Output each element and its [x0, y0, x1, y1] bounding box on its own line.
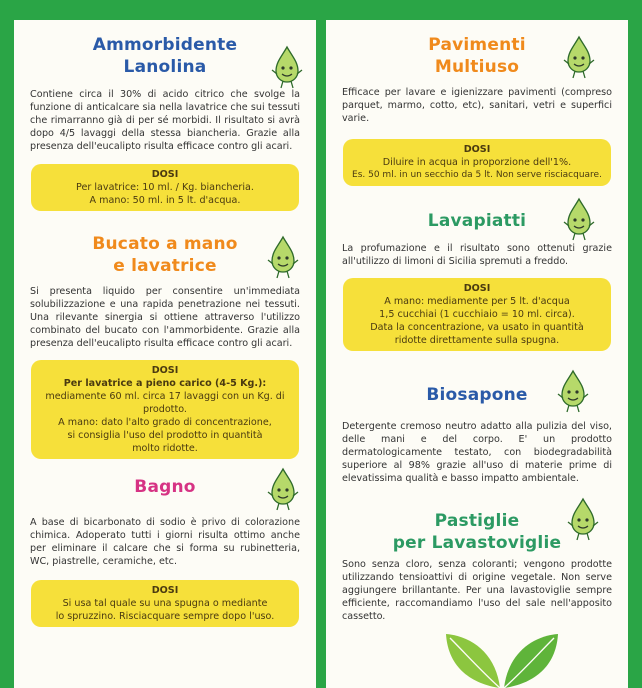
drop-mascot-icon — [566, 496, 600, 542]
drop-mascot-icon — [562, 196, 596, 242]
drop-mascot-icon — [266, 234, 300, 280]
section-text: Sono senza cloro, senza coloranti; vengono prodotte utilizzando tensioattivi di origine vegetale. Non serve aggiungere brillantante. Per una lavastoviglie sempre efficiente, raccomandiamo l'uso del sale nell'apposito cassetto. — [342, 559, 612, 622]
drop-mascot-icon — [266, 466, 300, 512]
section-text: Contiene circa il 30% di acido citrico che svolge la funzione di anticalcare sia nella lavatrice che sui tessuti che rimarranno già di per sé morbidi. Il risultato si avrà dopo 4/5 lavaggi della stessa biancheria. Grazie alla presenza dell'eucalipto risulta efficace contro gli acari. — [30, 89, 300, 152]
drop-mascot-icon — [270, 44, 304, 90]
section-text: Detergente cremoso neutro adatto alla pulizia del viso, delle mani e del corpo. E' un prodotto dermatologicamente testato, con biodegradabilità superiore al 98% grazie all'uso di materie prime di elevatissima qualità e basso impatto ambientale. — [342, 421, 612, 484]
section-text: Si presenta liquido per consentire un'immediata solubilizzazione e una rapida penetrazione nei tessuti. Una rilevante sinergia si ottiene attraverso l'utilizzo combinato del bucato con l'ammorbidente. Grazie alla presenza dell'eucalipto risulta efficace contro gli acari. — [30, 286, 300, 349]
dose-box: DOSI Per lavatrice: 10 ml. / Kg. biancheria. A mano: 50 ml. in 5 lt. d'acqua. — [31, 164, 299, 211]
left-panel — [14, 20, 316, 688]
dose-box: DOSI A mano: mediamente per 5 lt. d'acqua 1,5 cucchiai (1 cucchiaio = 10 ml. circa). Data la concentrazione, va usato in quantità ridotte direttamente sulla spugna. — [343, 278, 611, 351]
section-title: Bagno — [134, 477, 196, 497]
section-title: Lavapiatti — [427, 211, 527, 231]
dose-box: DOSI Diluire in acqua in proporzione dell'1%. Es. 50 ml. in un secchio da 5 lt. Non serve risciacquare. — [343, 139, 611, 186]
leaf-icon — [442, 624, 562, 688]
section-text: A base di bicarbonato di sodio è privo di colorazione chimica. Adoperato tutti i giorni risulta ottimo anche per eliminare il calcare che si forma su rubinetteria, WC, piastrelle, ceramiche, etc. — [30, 517, 300, 567]
dose-box: DOSI Si usa tal quale su una spugna o mediante lo spruzzino. Risciacquare sempre dopo l'uso. — [31, 580, 299, 627]
section-title: Pavimenti Multiuso — [428, 35, 526, 77]
section-title: Bucato a mano e lavatrice — [92, 234, 238, 276]
section-text: La profumazione e il risultato sono ottenuti grazie all'utilizzo di limoni di Sicilia spremuti a freddo. — [342, 243, 612, 267]
drop-mascot-icon — [562, 34, 596, 80]
section-text: Efficace per lavare e igienizzare pavimenti (compreso parquet, marmo, cotto, etc), sanitari, vetri e superfici varie. — [342, 87, 612, 124]
fold-divider — [316, 0, 326, 688]
dose-box: DOSI Per lavatrice a pieno carico (4-5 Kg.): mediamente 60 ml. circa 17 lavaggi con un Kg. di prodotto. A mano: dato l'alto grado di concentrazione, si consiglia l'uso del prodotto in quantità molto ridotte. — [31, 360, 299, 459]
section-title: Ammorbidente Lanolina — [92, 35, 238, 77]
section-title: Pastiglie per Lavastoviglie — [392, 511, 562, 553]
drop-mascot-icon — [556, 368, 590, 414]
section-title: Biosapone — [426, 385, 528, 405]
right-panel — [326, 20, 628, 688]
